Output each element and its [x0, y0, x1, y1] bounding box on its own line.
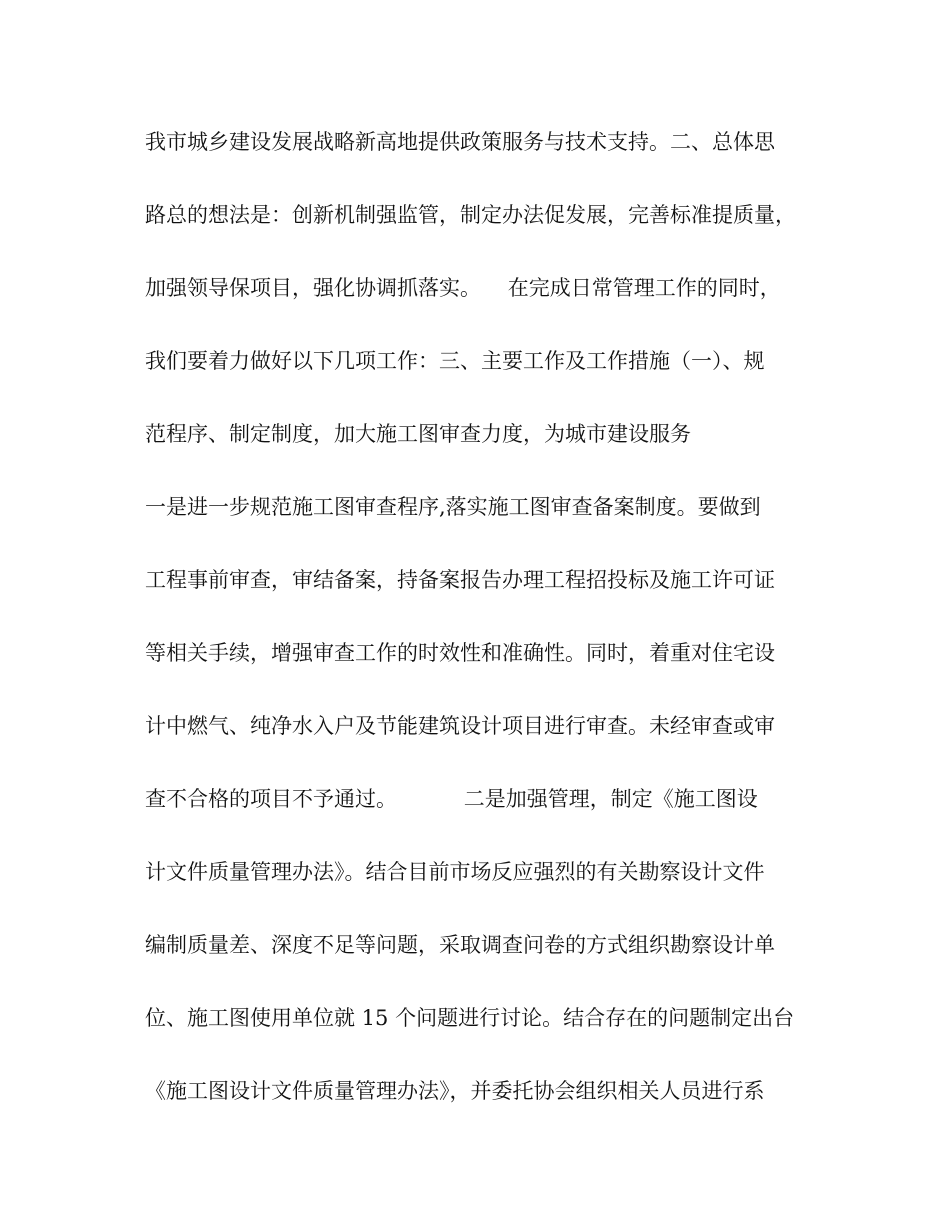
text-line-3: 加强领导保项目，强化协调抓落实。 在完成日常管理工作的同时， — [145, 276, 781, 300]
text-line-4: 我们要着力做好以下几项工作：三、主要工作及工作措施（一）、规 — [145, 349, 765, 373]
text-line-7: 工程事前审查，审结备案，持备案报告办理工程招投标及施工许可证 — [145, 568, 775, 592]
text-line-2: 路总的想法是：创新机制强监管，制定办法促发展，完善标准提质量， — [145, 203, 796, 227]
text-line-10: 查不合格的项目不予通过。 二是加强管理，制定《施工图设 — [145, 787, 758, 811]
text-line-6: 一是进一步规范施工图审查程序,落实施工图审查备案制度。要做到 — [145, 495, 761, 519]
text-line-8: 等相关手续，增强审查工作的时效性和准确性。同时，着重对住宅设 — [145, 641, 775, 665]
text-line-1: 我市城乡建设发展战略新高地提供政策服务与技术支持。二、总体思 — [145, 130, 775, 154]
text-line-5: 范程序、制定制度，加大施工图审查力度，为城市建设服务 — [145, 422, 691, 446]
text-line-9: 计中燃气、纯净水入户及节能建筑设计项目进行审查。未经审查或审 — [145, 714, 775, 738]
text-line-13: 位、施工图使用单位就 15 个问题进行讨论。结合存在的问题制定出台 — [145, 1006, 795, 1030]
text-line-12: 编制质量差、深度不足等问题，采取调查问卷的方式组织勘察设计单 — [145, 933, 775, 957]
text-line-14: 《施工图设计文件质量管理办法》，并委托协会组织相关人员进行系 — [145, 1079, 765, 1103]
text-line-11: 计文件质量管理办法》。结合目前市场反应强烈的有关勘察设计文件 — [145, 860, 765, 884]
